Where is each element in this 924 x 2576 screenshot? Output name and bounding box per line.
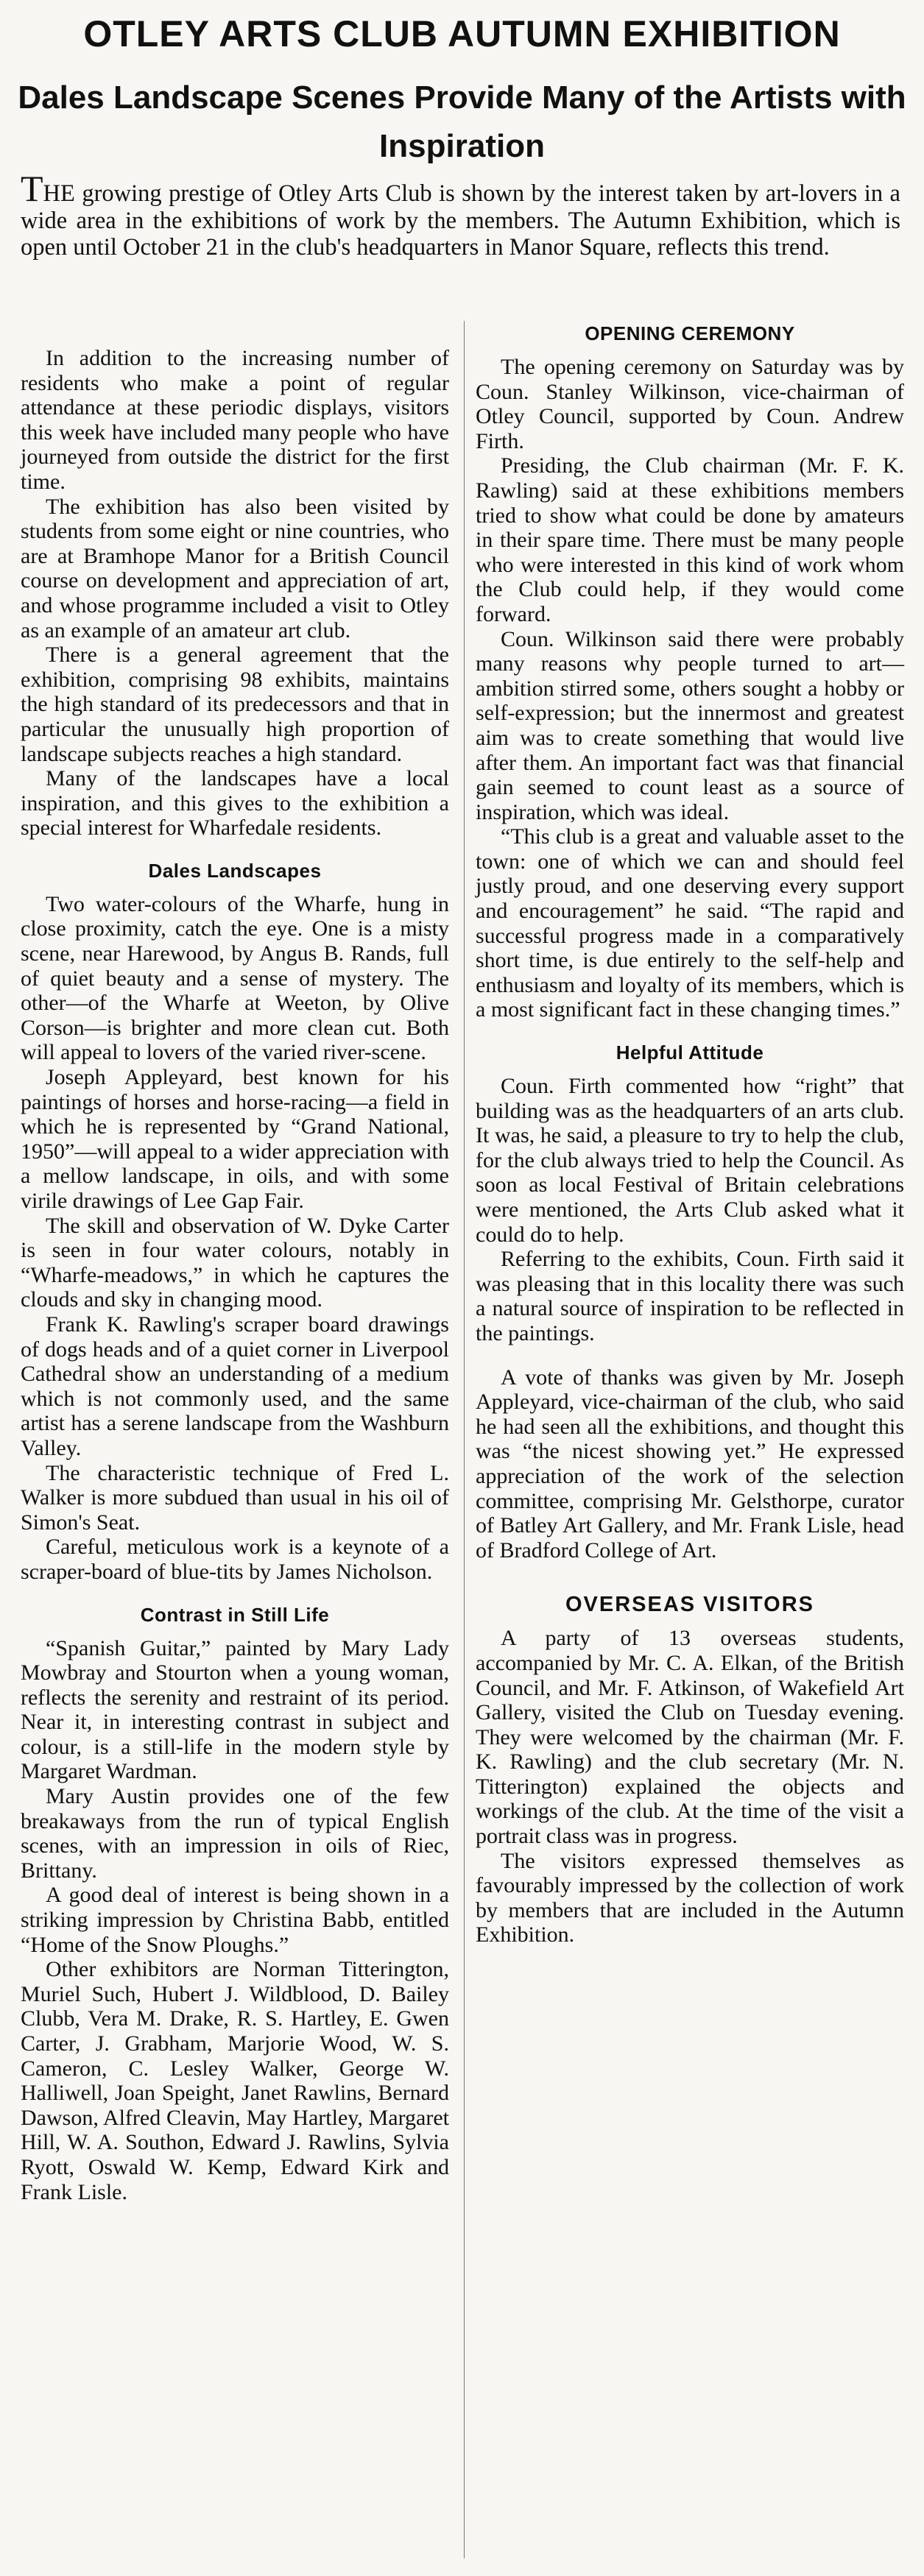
paragraph: There is a general agreement that the exhibition, comprising 98 exhibits, maintains the high standard of its predecessors and that in particular the unusually high proportion of landscape subjects reaches a high standard.: [21, 643, 449, 766]
paragraph-gap: [476, 1346, 904, 1365]
paragraph: Many of the landscapes have a local inspiration, and this gives to the exhibition a special interest for Wharfedale residents.: [21, 766, 449, 841]
paragraph: A party of 13 overseas students, accompanied by Mr. C. A. Elkan, of the British Council, and Mr. F. Atkinson, of Wakefield Art Gallery, visited the Club on Tuesday evening. They were welcomed by the chairman (Mr. F. K. Rawling) and the club secretary (Mr. N. Titterington) explained the objects and workings of the club. At the time of the visit a portrait class was in progress.: [476, 1626, 904, 1849]
paragraph: Mary Austin provides one of the few breakaways from the run of typical English scenes, with an impression in oils of Riec, Brittany.: [21, 1784, 449, 1883]
section-heading-overseas-visitors: OVERSEAS VISITORS: [565, 1593, 815, 1617]
paragraph: The characteristic technique of Fred L. Walker is more subdued than usual in his oil of Simon's Seat.: [21, 1460, 449, 1535]
paragraph: Two water-colours of the Wharfe, hung in close proximity, catch the eye. One is a misty scene, near Harewood, by Angus B. Rands, full of quiet beauty and a sense of mystery. The other—of the Wharfe at Weeton, by Olive Corson—is brighter and more clean cut. Both will appeal to lovers of the varied river-scene.: [21, 891, 449, 1065]
right-column: [476, 321, 904, 1947]
paragraph: A vote of thanks was given by Mr. Joseph Appleyard, vice-chairman of the club, who said he had seen all the exhibitions, and thought this was “the nicest showing yet.” He expressed appreciation of the work of the selection committee, comprising Mr. Gelsthorpe, curator of Batley Art Gallery, and Mr. Frank Lisle, head of Bradford College of Art.: [476, 1365, 904, 1563]
lead-text: HE growing prestige of Otley Arts Club is shown by the interest taken by art-lovers in a wide area in the exhibitions of work by the members. The Autumn Exhibition, which is open until October 21 in the club's headquarters in Manor Square, reflects this trend.: [21, 180, 900, 261]
paragraph: Referring to the exhibits, Coun. Firth said it was pleasing that in this locality there was such a natural source of inspiration to be reflected in the paintings.: [476, 1247, 904, 1345]
paragraph: Other exhibitors are Norman Titterington, Muriel Such, Hubert J. Wildblood, D. Bailey Clubb, Vera M. Drake, R. S. Hartley, E. Gwen Carter, J. Grabham, Marjorie Wood, W. S. Cameron, C. Lesley Walker, George W. Halliwell, Joan Speight, Janet Rawlins, Bernard Dawson, Alfred Cleavin, May Hartley, Margaret Hill, W. A. Southon, Edward J. Rawlins, Sylvia Ryott, Oswald W. Kemp, Edward Kirk and Frank Lisle.: [21, 1957, 449, 2204]
paragraph: In addition to the increasing number of residents who make a point of regular attendance at these periodic displays, visitors this week have included many people who have journeyed from outside the district for the first time.: [21, 346, 449, 494]
paragraph: “This club is a great and valuable asset to the town: one of which we can and should feel justly proud, and one deserving every support and encouragement” he said. “The rapid and successful progress made in a comparatively short time, is due entirely to the self-help and enthusiasm and loyalty of its members, which is a most significant fact in these changing times.”: [476, 824, 904, 1022]
paragraph: The exhibition has also been visited by students from some eight or nine countries, who are at Bramhope Manor for a British Council course on development and appreciation of art, and whose programme included a visit to Otley as an example of an amateur art club.: [21, 494, 449, 643]
section-heading-opening-ceremony: OPENING CEREMONY: [585, 322, 795, 344]
paragraph: A good deal of interest is being shown in a striking impression by Christina Babb, entitled “Home of the Snow Ploughs.”: [21, 1883, 449, 1957]
section-heading-helpful-attitude: Helpful Attitude: [616, 1041, 764, 1064]
paragraph: The skill and observation of W. Dyke Carter is seen in four water colours, notably in “Wharfe-meadows,” in which he captures the clouds and sky in changing mood.: [21, 1213, 449, 1312]
paragraph: Coun. Wilkinson said there were probably many reasons why people turned to art—ambition stirred some, others sought a hobby or self-expression; but the innermost and greatest aim was to create something that would live after them. An important fact was that financial gain seemed to count least as a source of inspiration, which was ideal.: [476, 626, 904, 824]
column-rule: [464, 321, 465, 2558]
lead-paragraph: [21, 168, 900, 261]
paragraph: “Spanish Guitar,” painted by Mary Lady Mowbray and Stourton when a young woman, reflects the serenity and restraint of its period. Near it, in interesting contrast in subject and colour, is a still-life in the modern style by Margaret Wardman.: [21, 1635, 449, 1784]
subheadline: Dales Landscape Scenes Provide Many of the Artists with Inspiration: [18, 79, 906, 164]
paragraph: Careful, meticulous work is a keynote of a scraper-board of blue-tits by James Nicholson.: [21, 1535, 449, 1584]
drop-cap: T: [21, 168, 43, 209]
headline: OTLEY ARTS CLUB AUTUMN EXHIBITION: [83, 13, 841, 54]
paragraph: Coun. Firth commented how “right” that building was as the headquarters of an arts club. It was, he said, a pleasure to try to help the club, for the club always tried to help the Council. As soon as local Festival of Britain celebrations were mentioned, the Arts Club asked what it could do to help.: [476, 1074, 904, 1247]
paragraph: Presiding, the Club chairman (Mr. F. K. Rawling) said at these exhibitions members tried to show what could be done by amateurs in their spare time. There must be many people who were interested in this kind of work whom the Club could help, if they would come forward.: [476, 453, 904, 626]
paragraph: The visitors expressed themselves as favourably impressed by the collection of work by members that are included in the Autumn Exhibition.: [476, 1848, 904, 1947]
section-heading-dales-landscapes: Dales Landscapes: [148, 859, 322, 882]
section-heading-contrast-in-still-life: Contrast in Still Life: [140, 1603, 330, 1626]
paragraph: Joseph Appleyard, best known for his paintings of horses and horse-racing—a field in which he is represented by “Grand National, 1950”—will appeal to a wider appreciation with a mellow landscape, in oils, and with some virile drawings of Lee Gap Fair.: [21, 1065, 449, 1213]
paragraph: The opening ceremony on Saturday was by Coun. Stanley Wilkinson, vice-chairman of Otley Council, supported by Coun. Andrew Firth.: [476, 355, 904, 453]
left-column: [21, 346, 449, 2204]
paragraph: Frank K. Rawling's scraper board drawings of dogs heads and of a quiet corner in Liverpool Cathedral show an understanding of a medium which is not commonly used, and the same artist has a serene landscape from the Washburn Valley.: [21, 1312, 449, 1460]
